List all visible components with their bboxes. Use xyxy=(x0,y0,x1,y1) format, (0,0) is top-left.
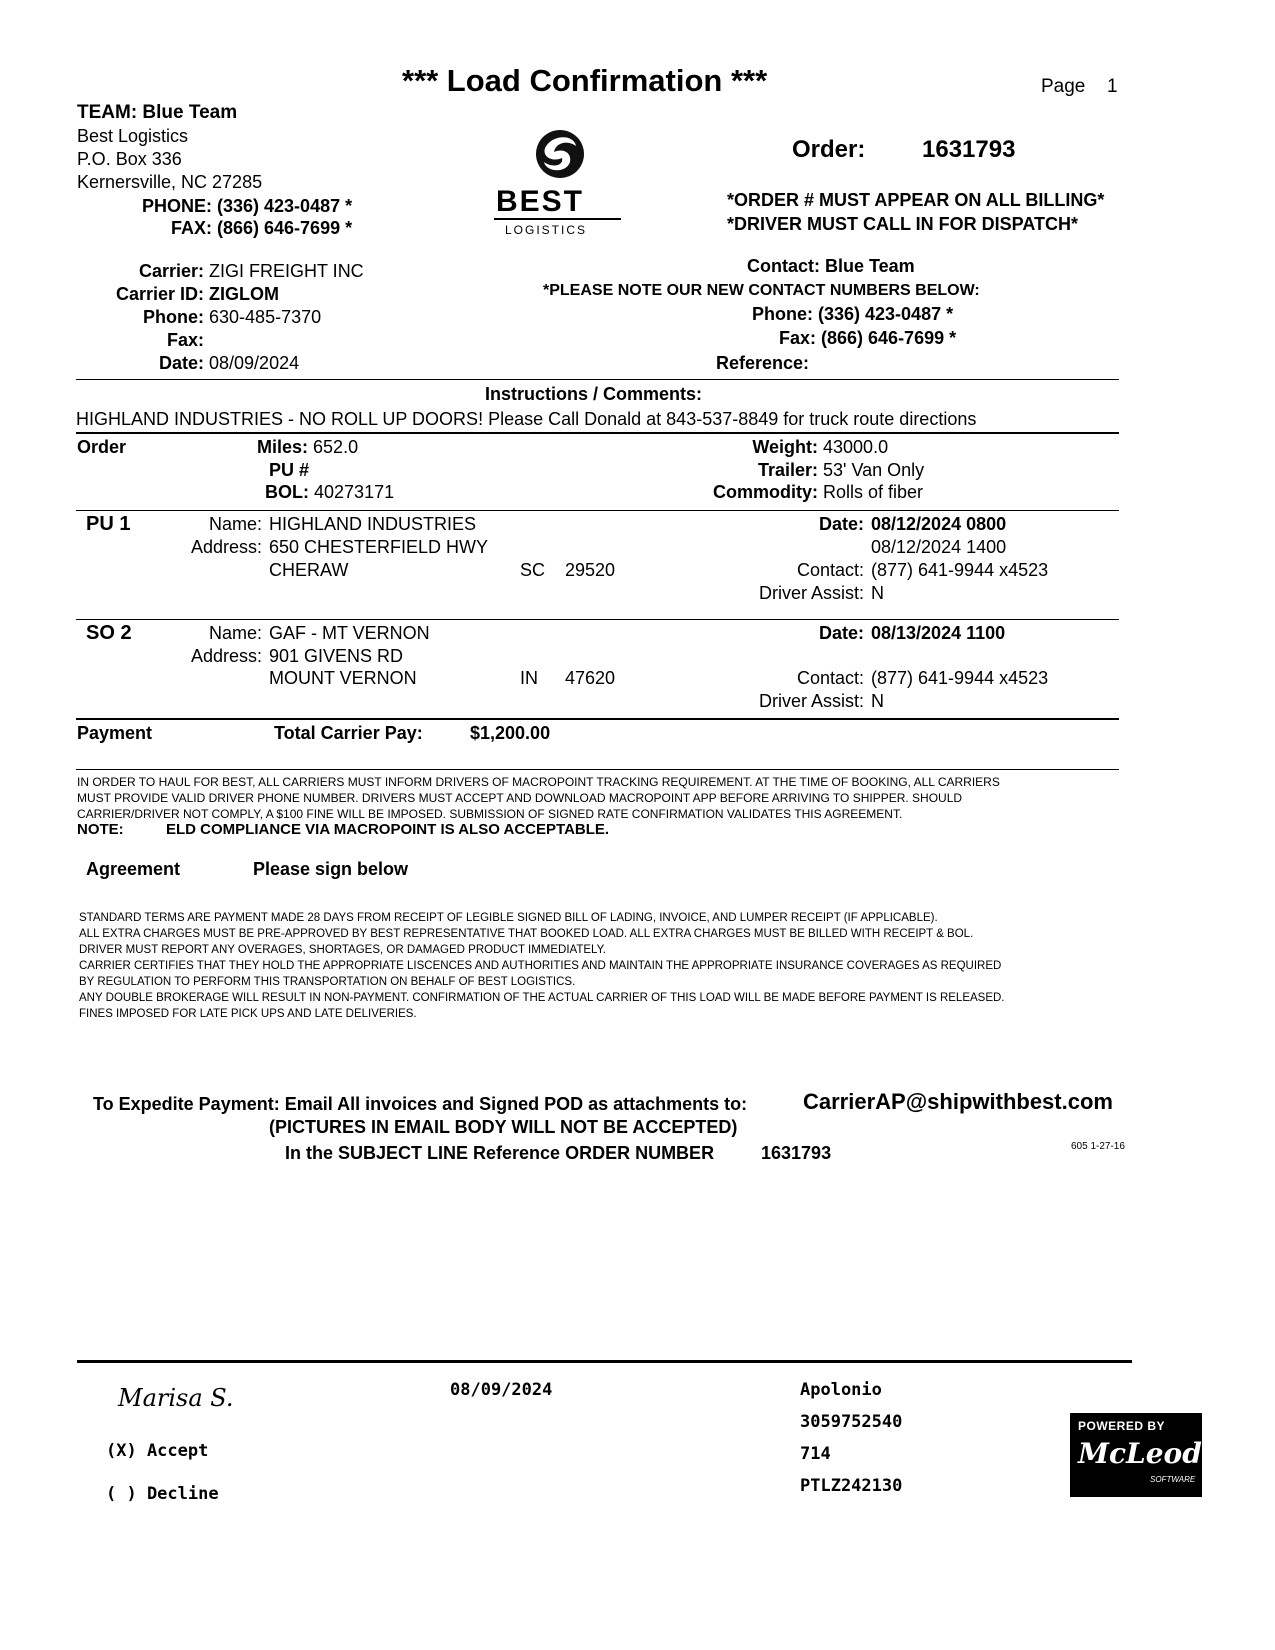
stop-date-start: 08/13/2024 1100 xyxy=(871,623,1006,643)
contact-line: Contact: Blue Team xyxy=(747,256,915,276)
stop-state: IN xyxy=(520,668,538,688)
terms-line: CARRIER CERTIFIES THAT THEY HOLD THE APPROPRIATE LISCENCES AND AUTHORITIES AND MAINTAIN THE APPROPRIATE INSURANCE COVERAGES AS REQUIRED xyxy=(79,960,1002,972)
mcleod-top: POWERED BY xyxy=(1078,1419,1166,1433)
terms-line: ALL EXTRA CHARGES MUST BE PRE-APPROVED BY BEST REPRESENTATIVE THAT BOOKED LOAD. ALL EXTRA CHARGES MUST BE BILLED WITH RECEIPT & BOL. xyxy=(79,928,974,940)
order-note-billing: *ORDER # MUST APPEAR ON ALL BILLING* xyxy=(727,190,1105,210)
driver-phone: 3059752540 xyxy=(800,1412,903,1432)
order-note-dispatch: *DRIVER MUST CALL IN FOR DISPATCH* xyxy=(727,214,1079,234)
stop-contact-label: Contact: xyxy=(796,668,864,688)
note-label: NOTE: xyxy=(77,821,124,838)
macropoint-line: IN ORDER TO HAUL FOR BEST, ALL CARRIERS MUST INFORM DRIVERS OF MACROPOINT TRACKING REQUIREMENT. AT THE TIME OF BOOKING, ALL CARRIERS xyxy=(77,775,1000,789)
form-code: 605 1-27-16 xyxy=(1071,1141,1125,1152)
payment-label: Payment xyxy=(77,723,153,743)
total-carrier-pay-label: Total Carrier Pay: xyxy=(274,723,423,743)
miles-label: Miles: xyxy=(257,437,309,457)
terms-line: BY REGULATION TO PERFORM THIS TRANSPORTATION ON BEHALF OF BEST LOGISTICS. xyxy=(79,976,576,988)
agreement-label: Agreement xyxy=(86,859,181,879)
stop-city: MOUNT VERNON xyxy=(269,668,417,688)
stop-date-end: 08/12/2024 1400 xyxy=(871,537,1007,557)
divider xyxy=(77,1360,1132,1363)
stop-assist: N xyxy=(871,691,884,711)
stop-zip: 47620 xyxy=(565,668,616,688)
carrier-date-label: Date: xyxy=(158,353,204,373)
expedite-order-number: 1631793 xyxy=(761,1143,832,1163)
stop-date-label: Date: xyxy=(818,514,864,534)
instructions-header: Instructions / Comments: xyxy=(485,384,703,404)
carrier-id-value: ZIGLOM xyxy=(209,284,280,304)
logo-sub: LOGISTICS xyxy=(505,223,588,237)
driver-name: Apolonio xyxy=(800,1380,882,1400)
divider xyxy=(76,769,1119,770)
order-details-label: Order xyxy=(77,437,127,457)
carrier-value: ZIGI FREIGHT INC xyxy=(209,261,364,281)
expedite-line: To Expedite Payment: Email All invoices and Signed POD as attachments to: xyxy=(93,1094,748,1114)
stop-contact-label: Contact: xyxy=(796,560,864,580)
best-logo-icon xyxy=(532,126,588,182)
stop-address: 650 CHESTERFIELD HWY xyxy=(269,537,489,557)
stop-assist-label: Driver Assist: xyxy=(758,583,864,603)
stop-assist-label: Driver Assist: xyxy=(758,691,864,711)
pu-number-label: PU # xyxy=(269,460,310,480)
reference-label: Reference: xyxy=(716,353,810,373)
contact-phone: Phone: (336) 423-0487 * xyxy=(752,304,954,324)
carrier-fax-label: Fax: xyxy=(166,330,204,350)
signature-date: 08/09/2024 xyxy=(450,1380,553,1400)
stop-address: 901 GIVENS RD xyxy=(269,646,404,666)
commodity-value: Rolls of fiber xyxy=(823,482,924,502)
truck-number: 714 xyxy=(800,1444,831,1464)
order-label: Order: xyxy=(792,136,866,163)
company-fax: FAX: (866) 646-7699 * xyxy=(171,218,353,238)
expedite-email[interactable]: CarrierAP@shipwithbest.com xyxy=(803,1089,1113,1114)
note-text: ELD COMPLIANCE VIA MACROPOINT IS ALSO ACCEPTABLE. xyxy=(166,821,610,838)
stop-address-label: Address: xyxy=(190,646,262,666)
order-number: 1631793 xyxy=(922,136,1016,163)
logo-underline xyxy=(494,218,621,220)
page-label: Page xyxy=(1041,76,1086,97)
total-carrier-pay-value: $1,200.00 xyxy=(470,723,551,743)
mcleod-sub: SOFTWARE xyxy=(1150,1475,1196,1484)
carrier-date-value: 08/09/2024 xyxy=(209,353,300,373)
divider xyxy=(76,510,1119,511)
trailer-value: 53' Van Only xyxy=(823,460,925,480)
trailer-number: PTLZ242130 xyxy=(800,1476,903,1496)
miles-value: 652.0 xyxy=(313,437,359,457)
terms-line: ANY DOUBLE BROKERAGE WILL RESULT IN NON-PAYMENT. CONFIRMATION OF THE ACTUAL CARRIER OF THIS LOAD WILL BE MADE BEFORE PAYMENT IS RELEASED. xyxy=(79,992,1005,1004)
contact-please-note: *PLEASE NOTE OUR NEW CONTACT NUMBERS BELOW: xyxy=(543,282,980,299)
stop-name-label: Name: xyxy=(208,514,262,534)
carrier-label: Carrier: xyxy=(138,261,204,281)
macropoint-line: MUST PROVIDE VALID DRIVER PHONE NUMBER. DRIVERS MUST ACCEPT AND DOWNLOAD MACROPOINT APP BEFORE ARRIVING TO SHIPPER. SHOULD xyxy=(77,791,963,805)
bol-value: 40273171 xyxy=(314,482,395,502)
stop-address-label: Address: xyxy=(190,537,262,557)
page-number: 1 xyxy=(1107,76,1118,97)
weight-value: 43000.0 xyxy=(823,437,889,457)
terms-line: STANDARD TERMS ARE PAYMENT MADE 28 DAYS FROM RECEIPT OF LEGIBLE SIGNED BILL OF LADING, INVOICE, AND LUMPER RECEIPT (IF APPLICABLE). xyxy=(79,912,938,924)
instructions-text: HIGHLAND INDUSTRIES - NO ROLL UP DOORS! Please Call Donald at 843-537-8849 for truck route directions xyxy=(76,409,977,429)
accept-option[interactable]: (X) Accept xyxy=(106,1441,209,1461)
stop-contact: (877) 641-9944 x4523 xyxy=(871,560,1049,580)
trailer-label: Trailer: xyxy=(757,460,818,480)
stop-date-start: 08/12/2024 0800 xyxy=(871,514,1007,534)
agreement-text: Please sign below xyxy=(253,859,409,879)
stop-assist: N xyxy=(871,583,884,603)
expedite-line: In the SUBJECT LINE Reference ORDER NUMBER xyxy=(285,1143,715,1163)
terms-line: FINES IMPOSED FOR LATE PICK UPS AND LATE DELIVERIES. xyxy=(79,1008,417,1020)
page-title: *** Load Confirmation *** xyxy=(402,63,768,98)
mcleod-name: McLeod xyxy=(1078,1437,1202,1470)
divider xyxy=(76,619,1119,620)
company-po: P.O. Box 336 xyxy=(77,149,182,169)
stop-code: PU 1 xyxy=(86,513,131,535)
stop-zip: 29520 xyxy=(565,560,616,580)
commodity-label: Commodity: xyxy=(713,482,818,502)
stop-code: SO 2 xyxy=(86,622,132,644)
company-phone: PHONE: (336) 423-0487 * xyxy=(142,196,353,216)
contact-fax: Fax: (866) 646-7699 * xyxy=(779,328,957,348)
stop-contact: (877) 641-9944 x4523 xyxy=(871,668,1049,688)
logo-word: BEST xyxy=(496,185,585,218)
stop-city: CHERAW xyxy=(269,560,349,580)
stop-name: GAF - MT VERNON xyxy=(269,623,430,643)
signature-name: Marisa S. xyxy=(118,1384,234,1412)
carrier-id-label: Carrier ID: xyxy=(115,284,204,304)
stop-name-label: Name: xyxy=(208,623,262,643)
macropoint-line: CARRIER/DRIVER NOT COMPLY, A $100 FINE WILL BE IMPOSED. SUBMISSION OF SIGNED RATE CONFIRMATION VALIDATES THIS AGREEMENT. xyxy=(77,807,903,821)
bol-label: BOL: xyxy=(265,482,309,502)
divider xyxy=(76,432,1119,434)
expedite-line: (PICTURES IN EMAIL BODY WILL NOT BE ACCEPTED) xyxy=(269,1117,738,1137)
team-name: TEAM: Blue Team xyxy=(77,102,238,123)
stop-name: HIGHLAND INDUSTRIES xyxy=(269,514,477,534)
carrier-phone-value: 630-485-7370 xyxy=(209,307,322,327)
decline-option[interactable]: ( ) Decline xyxy=(106,1484,219,1504)
divider xyxy=(76,718,1119,720)
carrier-phone-label: Phone: xyxy=(143,307,204,327)
weight-label: Weight: xyxy=(752,437,818,457)
stop-state: SC xyxy=(520,560,546,580)
terms-line: DRIVER MUST REPORT ANY OVERAGES, SHORTAGES, OR DAMAGED PRODUCT IMMEDIATELY. xyxy=(79,944,606,956)
company-name: Best Logistics xyxy=(77,126,189,146)
stop-date-label: Date: xyxy=(818,623,864,643)
company-city: Kernersville, NC 27285 xyxy=(77,172,263,192)
divider xyxy=(76,379,1119,380)
mcleod-badge xyxy=(1070,1413,1202,1497)
